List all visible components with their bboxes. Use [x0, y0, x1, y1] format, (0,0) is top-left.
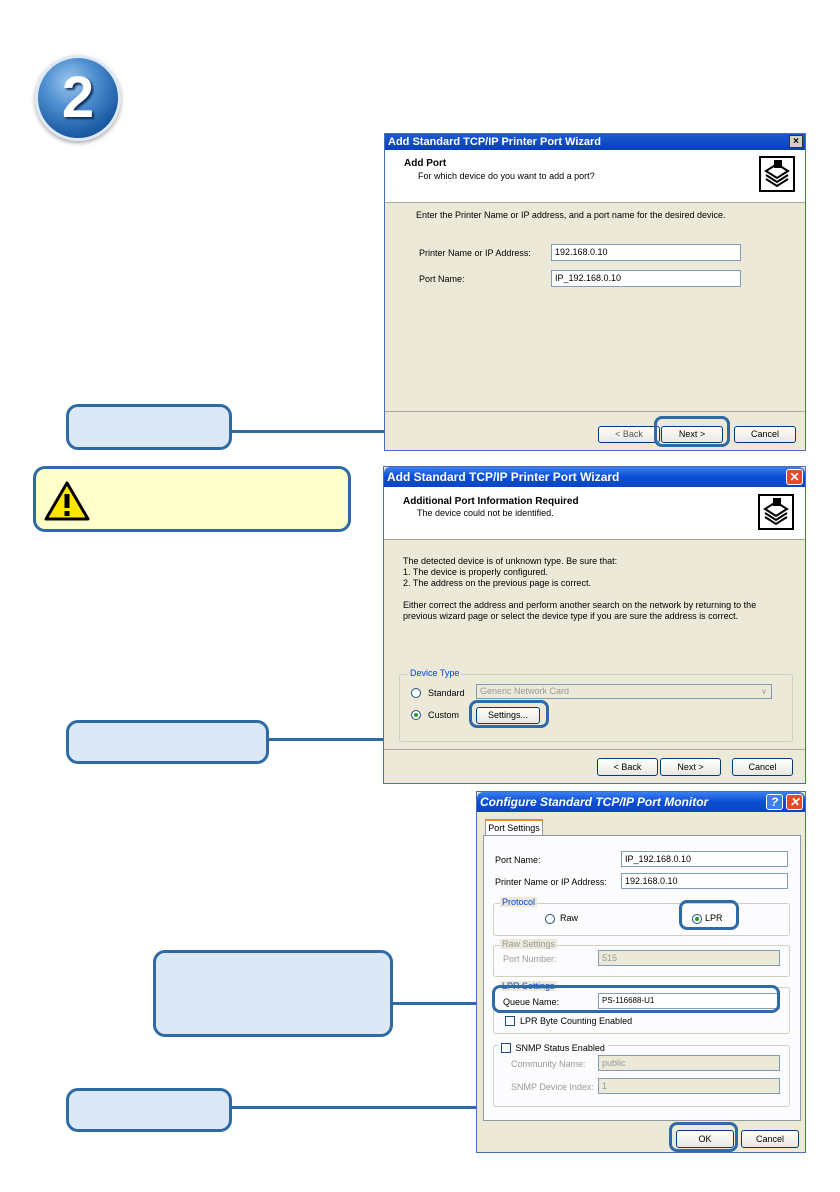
lpr-radio-highlight: [679, 900, 739, 930]
step-number: 2: [61, 65, 95, 130]
cancel-button[interactable]: Cancel: [734, 426, 796, 443]
instruction-text: Enter the Printer Name or IP address, and a port name for the desired device.: [416, 210, 726, 220]
protocol-legend: Protocol: [502, 897, 536, 907]
protocol-group: [493, 903, 790, 936]
ip-address-label: Printer Name or IP Address:: [419, 248, 531, 258]
window-title: Add Standard TCP/IP Printer Port Wizard: [388, 136, 602, 148]
close-icon[interactable]: ×: [789, 135, 803, 148]
port-settings-panel: [483, 835, 801, 1121]
printer-icon: [759, 156, 795, 192]
close-icon[interactable]: ✕: [786, 794, 803, 810]
settings-button[interactable]: Settings...: [476, 707, 540, 724]
raw-settings-legend: Raw Settings: [502, 939, 556, 949]
snmp-legend-wrap: [498, 1039, 608, 1057]
snmp-label: SNMP Status Enabled: [515, 1042, 605, 1053]
step-number-badge: [35, 55, 121, 141]
community-name-field[interactable]: public: [598, 1055, 780, 1071]
callout-click-ok: [66, 1088, 232, 1132]
community-name-label: Community Name:: [511, 1059, 586, 1069]
device-type-legend: Device Type: [410, 668, 460, 678]
message-line-2: 1. The device is properly configured.: [403, 567, 548, 577]
message-line-5: previous wizard page or select the device type if you are sure the address is correct.: [403, 611, 739, 621]
custom-label: Custom: [428, 710, 460, 720]
printer-icon: [758, 494, 794, 530]
chevron-down-icon[interactable]: ∨: [761, 687, 767, 696]
message-line-4: Either correct the address and perform another search on the network by returning to the: [403, 600, 757, 610]
settings-button-highlight: [469, 700, 549, 728]
next-button-highlight: [654, 416, 730, 447]
back-button[interactable]: < Back: [597, 758, 658, 776]
ip-address-label: Printer Name or IP Address:: [495, 877, 607, 887]
queue-name-highlight: [492, 985, 780, 1013]
back-button[interactable]: < Back: [598, 426, 660, 443]
footer-separator: [384, 749, 805, 750]
port-name-field[interactable]: IP_192.168.0.10: [621, 851, 788, 867]
window-titlebar: [477, 792, 805, 812]
lpr-settings-legend: LPR Settings: [502, 981, 555, 991]
close-icon[interactable]: ✕: [786, 469, 803, 485]
callout-click-next: [66, 404, 232, 450]
footer-separator: [385, 411, 805, 412]
standard-radio[interactable]: [411, 688, 421, 698]
cancel-button[interactable]: Cancel: [732, 758, 793, 776]
lpr-byte-counting-checkbox[interactable]: [505, 1016, 515, 1026]
queue-name-label: Queue Name:: [503, 997, 560, 1007]
port-monitor-window: [476, 791, 806, 1153]
snmp-device-index-label: SNMP Device Index:: [511, 1082, 594, 1092]
port-number-field[interactable]: 515: [598, 950, 780, 966]
next-button[interactable]: Next >: [661, 426, 723, 443]
add-port-wizard-window: [384, 133, 806, 451]
wizard-header: [385, 150, 805, 203]
ok-button[interactable]: OK: [676, 1130, 734, 1148]
ip-address-field[interactable]: 192.168.0.10: [551, 244, 741, 261]
ip-address-field[interactable]: 192.168.0.10: [621, 873, 788, 889]
port-name-label: Port Name:: [419, 274, 465, 284]
port-number-label: Port Number:: [503, 954, 557, 964]
snmp-checkbox[interactable]: [501, 1043, 511, 1053]
next-button[interactable]: Next >: [660, 758, 721, 776]
lpr-label: LPR: [705, 913, 723, 923]
warning-icon: [44, 481, 90, 521]
window-title: Configure Standard TCP/IP Port Monitor: [480, 795, 709, 809]
tab-port-settings[interactable]: Port Settings: [485, 819, 543, 836]
message-line-1: The detected device is of unknown type. Be sure that:: [403, 556, 618, 566]
raw-label: Raw: [560, 913, 579, 923]
queue-name-field[interactable]: PS-116688-U1: [598, 993, 780, 1009]
standard-device-dropdown[interactable]: Generic Network Card: [476, 684, 772, 699]
window-titlebar: [385, 134, 805, 150]
additional-info-wizard-window: [383, 466, 806, 784]
header-title: Add Port: [404, 158, 447, 169]
wizard-header: [384, 487, 805, 540]
custom-radio[interactable]: [411, 710, 421, 720]
port-name-label: Port Name:: [495, 855, 541, 865]
message-line-3: 2. The address on the previous page is correct.: [403, 578, 591, 588]
standard-label: Standard: [428, 688, 465, 698]
help-icon[interactable]: ?: [766, 794, 783, 810]
snmp-device-index-field[interactable]: 1: [598, 1078, 780, 1094]
callout-queue-name: [153, 950, 393, 1037]
raw-radio[interactable]: [545, 914, 555, 924]
port-name-field[interactable]: IP_192.168.0.10: [551, 270, 741, 287]
callout-click-settings: [66, 720, 269, 764]
header-title: Additional Port Information Required: [403, 496, 579, 507]
cancel-button[interactable]: Cancel: [741, 1130, 799, 1148]
header-subtitle: The device could not be identified.: [417, 508, 554, 518]
window-titlebar: [384, 467, 805, 487]
lpr-byte-counting-label: LPR Byte Counting Enabled: [520, 1016, 633, 1026]
ok-button-highlight: [669, 1122, 738, 1152]
window-title: Add Standard TCP/IP Printer Port Wizard: [387, 470, 620, 484]
header-subtitle: For which device do you want to add a port?: [418, 171, 595, 181]
warning-callout: [33, 466, 351, 532]
